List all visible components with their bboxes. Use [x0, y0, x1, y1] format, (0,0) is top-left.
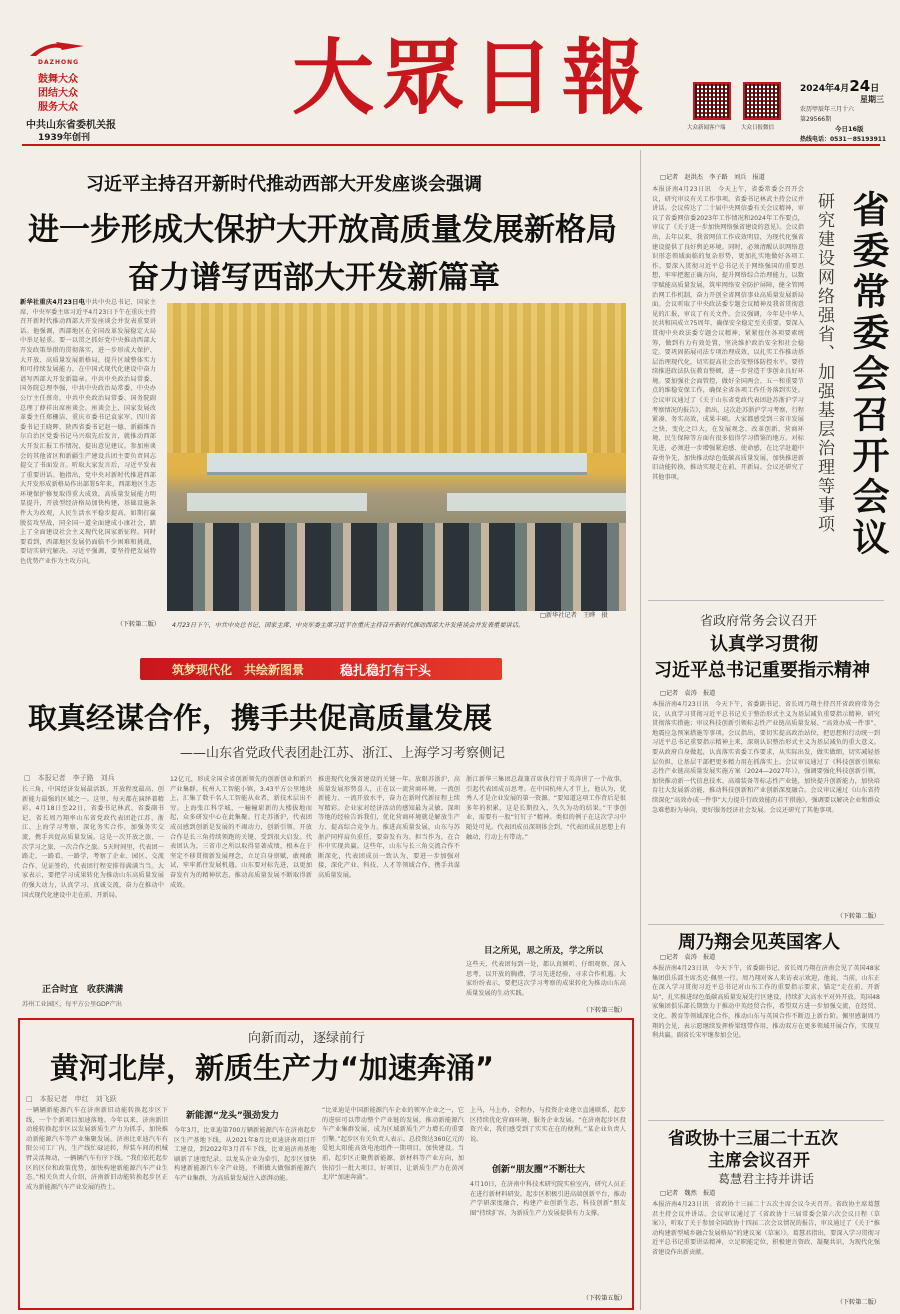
date-year-month: 2024年4月	[800, 84, 850, 94]
yellow-col-2: 今年3月，比亚迪第700万辆新能源汽车在济南起步区生产基地下线。从2021年8月比亚迪济南项目开工建设，到2022年3月首车下线，比亚迪济南基地刷新了速度纪录。以龙头企业为牵引，起步区加快构建新能源汽车全产业链，不断做大做强新能源汽车产业集群，为高质量发展注入澎湃动能。	[174, 1127, 316, 1182]
coop-col-4: 浙江新华三集团总裁兼首席执行官于英涛讲了一个故事，引起代表团成员思考。在中国杭州人才节上，他认为，优秀人才是企业发展的第一资源。“要知道这项工作背后是很多年的积累，这是长期投入、久久为功的结果。”干事创业，需要有一股“钉钉子”精神。类似的例子在这次学习中随处可见。代表团成员深刻体会到，“代表团成员思想上有触动，行动上有带动。”	[466, 776, 626, 841]
coop-jump: （下转第三版）	[582, 1007, 626, 1014]
photo-credit: □新华社记者 王晔 摄	[540, 612, 608, 619]
cppcc-headline-1: 省政协十三届二十五次	[668, 1129, 838, 1149]
yellow-headline: 黄河北岸，新质生产力“加速奔涌”	[50, 1051, 495, 1085]
zhou-body: 本报济南4月23日讯 今天下午，省委副书记、省长周乃翔在济南会见了英国48家集团俱乐部主席杰克·佩里一行。周乃翔对客人来访表示欢迎，他说，当前，山东正在深入学习贯彻习近平总书记对山东工作的重要指示要求，锚定“走在前、开新局”，扎实推进绿色低碳高质量发展先行区建设，持续扩大高水平对外开放。英国48家集团俱乐部长期致力于推动中英经贸合作，希望双方进一步加强交流，在经贸、文化、教育等领域深化合作，推动山东与英国合作不断迈上新台阶。佩里感谢周乃翔的会见，表示愿继续发挥桥梁纽带作用，推动双方在更多领域开展合作，实现互利共赢。副省长宋军继参加会见。	[652, 965, 880, 1040]
gov-rule	[648, 924, 884, 925]
coop-subheadline: ——山东省党政代表团赴江苏、浙江、上海学习考察侧记	[180, 746, 506, 761]
yellow-col-2-sub: 新能源“龙头”强劲发力	[186, 1111, 279, 1121]
lead-headline-2: 奋力谱写西部大开发新篇章	[128, 260, 500, 296]
yellow-jump: （下转第五版）	[582, 1295, 626, 1302]
logo-mark-icon	[26, 38, 102, 60]
lead-kicker: 习近平主持召开新时代推动西部大开发座谈会强调	[86, 174, 482, 195]
side-byline: □记者 赵洪杰 李子路 刘兵 报道	[660, 174, 765, 181]
dazhong-logo	[26, 38, 102, 60]
cppcc-headline-2: 主席会议召开	[708, 1151, 810, 1171]
yellow-col-4: 上马，马上办，全程办，与投资企业建立直通联系，起步区持续优化营商环境，服务企业发展。“在济南起步区投资兴业，我们感受到了实实在在的便利。”某企业负责人说。	[470, 1107, 626, 1143]
photo-curtain	[167, 303, 626, 453]
lead-dateline: 新华社重庆4月23日电	[20, 299, 86, 306]
gov-headline-1: 认真学习贯彻	[710, 634, 818, 655]
qr1-label: 大众新闻客户端	[687, 125, 726, 131]
side-subheadline: 研究建设网络强省、加强基层治理等事项	[814, 192, 834, 534]
cppcc-jump: （下转第二版）	[836, 1299, 880, 1306]
theme-band	[140, 658, 502, 680]
gov-jump: （下转第二版）	[836, 913, 880, 920]
lead-jump: （下转第二版）	[116, 621, 160, 628]
cppcc-body: 本报济南4月23日讯 省政协十三届二十五次主席会议今天召开。省政协主席葛慧君主持会议并讲话。会议审议通过了《省政协十三届常委会第六次会议日程（草案）》，听取了关于参加全国政协十四届二次会议情况的报告，审议通过了《关于“推动构建新型城乡融合发展格局”的建议案（草案）》。葛慧君指出，要深入学习贯彻习近平总书记重要讲话精神，立足职能定位，积极建言资政、凝聚共识，为现代化强省建设作出新贡献。	[652, 1201, 880, 1256]
coop-col-4-sub: 目之所见，思之所及，学之所以	[484, 946, 604, 956]
photo-head-table	[207, 453, 587, 475]
slogan-2: 团结大众	[38, 88, 78, 99]
qr-code-icon	[693, 82, 731, 120]
yellow-col-3: “比亚迪是中国新能源汽车企业的领军企业之一，它的进驻可以带动整个产业链的发展，推动新能源汽车产业集群发展，成为区域新质生产力增长的重要引擎。”起步区有关负责人表示。总投资达360亿元的爱旭太阳能高效电池组件一期项目，加快建设。当前，起步区正聚焦新能源、新材料等产业方向，加快招引一批大项目、好项目，让新质生产力在黄河北岸“加速奔涌”。	[322, 1107, 464, 1182]
masthead-title: 大眾日報	[292, 30, 653, 126]
coop-col-3: 推进现代化强省建设的关键一年。放眼苏浙沪，高质量发展形势喜人，正在以一流营商环境、一流创新能力、一流开放水平，奋力在新时代新征程上续写精彩。企业家对经济活动的感知最为灵敏。深圳等地的经验告诉我们，优化营商环境就是解放生产力、提高综合竞争力。推进高质量发展，山东与苏浙沪同样肩负重任，要奋发有为、担当作为，在合作中实现共赢。这些年，山东与长三角交流合作不断深化，代表团成员一致认为，要进一步加强对接，深化产业、科技、人才等领域合作，携手共谋高质量发展。	[318, 776, 460, 879]
coop-col-1	[22, 785, 164, 1005]
right-col-divider	[640, 150, 641, 1310]
slogan-1: 鼓舞大众	[38, 74, 78, 85]
yellow-col-4-tail: 4月10日，在济南中科技术研究院实验室内，研究人员正在进行新材料研发。起步区积极引进高端创新平台，推动产学研深度融合，构建产业创新生态，科技创新“朋友圈”持续扩容，为新质生产力发展提供有力支撑。	[470, 1181, 626, 1217]
cppcc-byline: □记者 魏然 报道	[660, 1190, 716, 1197]
organ-label: 中共山东省委机关报	[26, 120, 116, 131]
photo-table-left	[187, 493, 367, 511]
side-rule	[648, 600, 884, 601]
qr-code-icon	[743, 82, 781, 120]
yellow-col-4-sub: 创新“朋友圈”不断壮大	[492, 1165, 585, 1175]
zhou-headline: 周乃翔会见英国客人	[678, 932, 840, 953]
cppcc-sub: 葛慧君主持并讲话	[718, 1172, 815, 1186]
weekday: 星期三	[860, 95, 884, 104]
gov-headline-2: 习近平总书记重要指示精神	[654, 660, 870, 681]
date-day: 24	[849, 77, 871, 95]
coop-col-4-tail: 这些天，代表团每到一处，都认真倾听、仔细观察、深入思考，以开放的胸襟，学习先进经验，寻求合作机遇。大家纷纷表示，要把这次学习考察的成果转化为推动山东高质量发展的生动实践。	[466, 961, 626, 997]
coop-headline: 取真经谋合作，携手共促高质量发展	[28, 701, 493, 735]
zhou-rule	[648, 1120, 884, 1121]
date-block	[800, 76, 879, 95]
yellow-byline: □ 本报记者 申红 刘飞跃	[26, 1095, 117, 1103]
founded-label: 1939年创刊	[38, 133, 91, 143]
band-text-1: 筑梦现代化 共绘新图景	[172, 663, 305, 677]
qr2-label: 大众日报微信	[741, 125, 775, 131]
photo-floor	[167, 523, 626, 611]
gov-byline: □记者 袁涛 报道	[660, 690, 716, 697]
gov-body: 本报济南4月23日讯 今天下午，省委副书记、省长周乃翔主持召开省政府常务会议，认真学习贯彻习近平总书记关于整治形式主义为基层减负重要指示精神，研究贯彻落实措施；审议科技创新引领标志性产业链高质量发展、“高效办成一件事”、地震应急预案措施等事项。会议指出，要切实提高政治站位，把思想和行动统一到习近平总书记重要指示精神上来，深刻认识整治形式主义为基层减负的重大意义。要从政府自身做起，认真落实省委工作要求，从实际出发，做实做细，切实减轻基层负担，让基层干部把更多精力用在抓落实上。会议审议通过了《科技创新引领标志性产业链高质量发展实施方案（2024—2027年）》，强调要强化科技创新引领，加快推动新一代信息技术、高端装备等标志性产业链，加快提升创新能力，加快培育壮大发展新动能，推动科技创新和产业创新深度融合。会议审议通过《山东省持续深化“高效办成一件事”大力提升行政效能的若干措施》，强调要以解决企业和群众急难愁盼为导向，更好服务经济社会发展。会议还研究了其他事项。	[652, 701, 880, 814]
lead-headline-1: 进一步形成大保护大开放高质量发展新格局	[28, 212, 617, 248]
yellow-col-1: 一辆辆新能源汽车在济南新旧动能转换起步区下线，一个个新项目加速落地。今年以来，济南新旧动能转换起步区以发展新质生产力为抓手，加快推动新能源汽车等产业集聚发展。济南比亚迪汽车有限公司工厂内，生产线忙碌运转，焊装车间的机械臂灵活舞动，一辆辆汽车有序下线。“我们依托起步区的区位和政策优势，加快构建新能源汽车产业生态。”相关负责人介绍，济南新旧动能转换起步区正成为新能源汽车产业发展的热土。	[26, 1107, 168, 1191]
photo-caption: 4月23日下午，中共中央总书记、国家主席、中央军委主席习近平在重庆主持召开新时代推动西部大开发座谈会并发表重要讲话。	[172, 622, 525, 629]
hotline: 热线电话：0531－85193911	[800, 136, 887, 143]
page-count: 今日16版	[835, 125, 864, 133]
yellow-kicker: 向新而动，逐绿前行	[248, 1031, 366, 1046]
coop-col-2: 12亿元，形成全国全省创新领先的创新创业和新兴产业集群。杭州人工智能小镇，3.43平方公里地块上，汇集了数千名人工智能从业者，新技术层出不穷。上海张江科学城，一幢幢崭新的大楼拔地而起，众多研发中心在此集聚。行走苏浙沪，代表团成员感到创新是发展的不竭动力，创新引领、开放合作是长三角持续领跑的关键，受到很大启发。代表团认为，三省市之所以取得显著成绩，根本在于坚定不移贯彻新发展理念，立足自身禀赋，敢闯敢试，牢牢抓住发展机遇。山东要对标先进，以更加奋发有为的精神状态，推动高质量发展不断取得新成效。	[170, 776, 312, 889]
photo-table-right	[447, 493, 626, 511]
slogan-3: 服务大众	[38, 102, 78, 113]
lead-photo	[167, 303, 626, 611]
zhou-byline: □记者 袁涛 报道	[660, 954, 716, 961]
issue-number: 第29566期	[800, 116, 832, 123]
coop-col-1-tail: 苏州工业园区，每平方公里GDP产出	[22, 1001, 122, 1008]
lead-body-text: 中共中央总书记、国家主席、中央军委主席习近平4月23日下午在重庆主持召开新时代推动西部大开发座谈会并发表重要讲话。他强调，西部地区在全国改革发展稳定大局中举足轻重。要一以贯之抓好党中央推动西部大开发政策举措的贯彻落实，进一步形成大保护、大开放、高质量发展新格局，提升区域整体实力和可持续发展能力，在中国式现代化建设中奋力谱写西部大开发新篇章。中共中央政治局常委、国务院总理李强，中共中央政治局常委、中央办公厅主任蔡奇，中共中央政治局常委、国务院副总理丁薛祥出席座谈会。座谈会上，国家发展改革委主任郑栅洁、重庆市委书记袁家军、四川省委书记王晓晖、陕西省委书记赵一德、新疆维吾尔自治区党委书记马兴瑞先后发言，就推动西部大开发汇报工作情况、提出意见建议。参加座谈会的其他省区和新疆生产建设兵团主要负责同志提交了书面发言。听取大家发言后，习近平发表了重要讲话。他指出，党中央对新时代推进西部大开发形成新格局作出部署5年来，西部地区生态环境保护修复取得重大成效，高质量发展能力明显提升，开放型经济格局加快构建，基础设施条件大为改观，人民生活水平稳步提高，如期打赢脱贫攻坚战，同全国一道全面建成小康社会，踏上了全面建设社会主义现代化国家新征程。同时要看到，西部地区发展仍面临不少困难和挑战，要切实研究解决。习近平强调，要坚持把发展特色优势产业作为主攻方向，	[20, 299, 156, 566]
masthead-rule	[22, 144, 880, 146]
band-text-2: 稳扎稳打有干头	[340, 664, 432, 679]
coop-byline: □ 本报记者 李子路 刘兵	[24, 774, 115, 782]
date-day-suffix: 日	[870, 84, 880, 94]
side-headline: 省委常委会召开会议	[846, 190, 889, 559]
lead-body	[20, 298, 156, 618]
coop-col-1-text: 长三角，中国经济发展最活跃、开放程度最高、创新能力最强的区域之一。这里，每天都在演绎着精彩。4月18日至22日，省委书记林武、省委副书记、省长周乃翔率山东省党政代表团赴江苏、浙江、上海学习考察，深化务实合作，加强务实交流，携手共促高质量发展。这是一次开放之旅、一次学习之旅、一次合作之旅。5天时间里，代表团一路走、一路看、一路学，考察了企业、园区、交流合作、见证签约，代表团行程安排得满满当当。大家表示，要把学习成果转化为推动山东高质量发展的强大动力，认真学习、真诚交流，奋力在推动中国式现代化建设中走在前、开新局。	[22, 786, 164, 899]
logo-text: DAZHONG	[38, 59, 80, 66]
side-body: 本报济南4月23日讯 今天上午，省委常委会召开会议，研究审议有关工作事项。省委书记林武主持会议并讲话。会议传达了二十届中央网信委有关会议精神，审议了省委网信委2023年工作情况和2024年工作要点，审议了《关于进一步加快网络强省建设的意见》。会议指出，去年以来，我省网信工作成效明显，为现代化强省建设提供了良好舆论环境。同时，必须清醒认识网络意识形态领域面临的复杂形势，更加扎实地做好各项工作。要深入贯彻习近平总书记关于网络强国的重要思想，牢牢把握正确方向，提升网络综合治理能力，以数字赋能高质量发展，筑牢网络安全防护屏障，健全管网治网工作机制，奋力开创全省网信事业高质量发展新局面。会议听取了中央政法委专题会议精神及我省贯彻意见的汇报，审议了有关文件。会议强调，今年是中华人民共和国成立75周年，确保安全稳定至关重要。要深入贯彻中央政法委专题会议精神，紧紧扭住各项要素统筹，做到有力有效处置，坚决维护政治安全和社会稳定。要巩固拓展司法专项治理成效，以扎实工作推动基层治理现代化，切实提高社会治安整体防控水平。要持续推进政法队伍教育整顿，进一步营造干事创业良好环境。要加强社会面管控，做好全国两会、五一和重要节点的维稳安保工作，确保全省各项工作任务落到实处。会议审议通过了《关于山东省党政代表团赴苏浙沪学习考察情况的报告》，指出，这次赴苏浙沪学习考察，行程紧凑、务实高效，成果丰硕。大家都感受到三省市发展之快、变化之巨大，在发展观念、改革创新、营商环境、民生保障等方面有很多值得学习借鉴的地方。对标先进，必须进一步增强紧迫感、使命感，在比学赶超中奋勇争先，加快推动绿色低碳高质量发展，加快推进新旧动能转换，推动实现走在前、开新局。会议还研究了其他事项。	[652, 186, 804, 481]
gov-kicker: 省政府常务会议召开	[700, 614, 818, 629]
lunar-date: 农历甲辰年三月十六	[800, 106, 855, 113]
coop-col-1-sub: 正合时宜 收获满满	[42, 985, 124, 995]
